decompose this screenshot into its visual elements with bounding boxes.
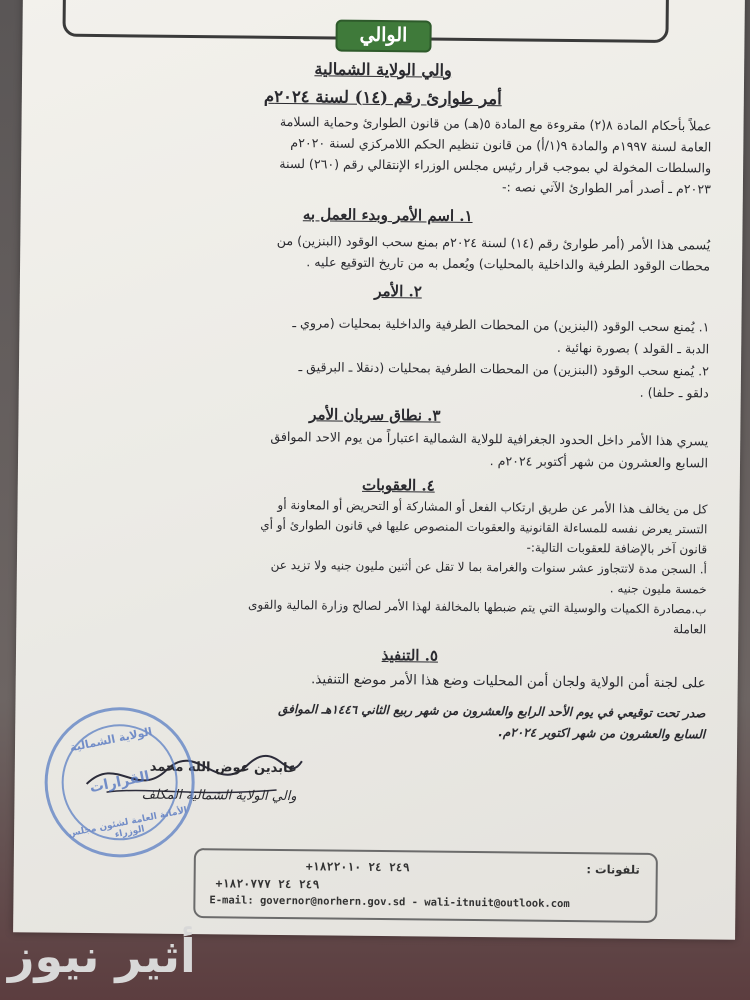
stamp-middle-text: القرارات xyxy=(88,768,151,797)
logo-text: أثير نيوز xyxy=(8,929,196,983)
phones-label: تلفونات : xyxy=(586,862,640,877)
section-3-heading: ٣. نطاق سريان الأمر xyxy=(309,405,441,425)
intro-line: والسلطات المخولة لي بموجب قرار رئيس مجلس الوزراء الإنتقالي رقم (٢٦٠) لسنة xyxy=(279,155,712,176)
footer-contact-box xyxy=(193,848,658,923)
section-2-heading: ٢. الأمر xyxy=(374,281,422,301)
section-1-line: محطات الوقود الطرفية والداخلية بالمحليات) ويُعمل به من تاريخ التوقيع عليه . xyxy=(306,254,711,274)
section-4-line: ب.مصادرة الكميات والوسيلة التي يتم ضبطها بالمخالفة لهذا الأمر لصالح وزارة المالية والقوى xyxy=(247,597,707,617)
section-2-line: ١. يُمنع سحب الوقود (البنزين) من المحطات الطرفية والداخلية بمحليات (مروي ـ xyxy=(292,315,710,335)
news-watermark-logo xyxy=(0,925,220,1000)
section-3-line: يسري هذا الأمر داخل الحدود الجغرافية للولاية الشمالية اعتباراً من يوم الاحد الموافق xyxy=(270,428,709,449)
section-1-heading: ١. اسم الأمر وبدء العمل به xyxy=(302,205,473,225)
section-3-line: السابع والعشرون من شهر أكتوبر ٢٠٢٤م . xyxy=(489,453,709,471)
section-1-line: يُسمى هذا الأمر (أمر طوارئ رقم (١٤) لسنة ٢٠٢٤م بمنع سحب الوقود (البنزين) من xyxy=(276,232,711,253)
official-stamp xyxy=(31,694,208,871)
closing-line: صدر تحت توقيعي في يوم الأحد الرابع والعشرون من شهر ربيع الثاني ١٤٤٦هـ الموافق xyxy=(278,701,706,721)
document-content xyxy=(13,0,745,940)
email-line: E-mail: governor@norhern.gov.sd - wali-itnuit@outlook.com xyxy=(209,894,570,911)
document-page xyxy=(13,0,745,940)
section-2-line: ٢. يُمنع سحب الوقود (البنزين) من المحطات الطرفية بمحليات (دنقلا ـ البرقيق ـ xyxy=(298,359,710,379)
section-5-heading: ٥. التنفيذ xyxy=(381,646,439,665)
section-2-line: الدبة ـ القولد ) بصورة نهائية . xyxy=(556,339,710,357)
phone-2: +٢٤٩ ٢٤ ١٨٢٠٧٧٧ xyxy=(215,876,320,892)
governor-badge: الوالي xyxy=(335,20,431,53)
section-4-line: التستر يعرض نفسه للمساءلة القانونية والعقوبات المنصوص عليها في قانون الطوارئ أو أي xyxy=(260,517,708,537)
stamp-top-text: الولاية الشمالية xyxy=(68,725,154,755)
section-4-heading: ٤. العقوبات xyxy=(361,475,435,495)
signatory-name: عابدين عوض الله محمد xyxy=(149,759,297,777)
section-2-line: دلقو ـ حلفا) . xyxy=(639,384,709,401)
closing-line: السابع والعشرون من شهر اكتوبر ٢٠٢٤م. xyxy=(498,725,706,742)
section-4-line: أ. السجن مدة لاتتجاوز عشر سنوات والغرامة بما لا تقل عن أثنين مليون جنيه ولا تزيد عن xyxy=(270,557,707,577)
signatory-position: والي الولاية الشمالية المكلف xyxy=(141,787,297,805)
order-title: أمر طوارئ رقم (١٤) لسنة ٢٠٢٤م xyxy=(263,86,502,109)
issuer-heading: والي الولاية الشمالية xyxy=(314,59,452,80)
section-4-line: قانون آخر بالإضافة للعقوبات التالية:- xyxy=(526,540,708,557)
phone-1: +٢٤٩ ٢٤ ١٨٢٢٠١٠ xyxy=(305,859,410,875)
intro-line: ٢٠٢٣م ـ أصدر أمر الطوارئ الآتي نصه :- xyxy=(501,179,711,197)
section-5-line: على لجنة أمن الولاية ولجان أمن المحليات وضع هذا الأمر موضع التنفيذ. xyxy=(310,671,706,692)
intro-line: العامة لسنة ١٩٩٧م والمادة ٩(١/أ) من قانون تنظيم الحكم اللامركزي لسنة ٢٠٢٠م xyxy=(290,135,712,155)
section-4-line: خمسة مليون جنيه . xyxy=(609,581,707,597)
stamp-bottom-text: الأمانة العامة لشئون مجلس الوزراء xyxy=(67,805,189,841)
section-4-line: العاملة xyxy=(672,622,707,637)
intro-line: عملاً بأحكام المادة ٨(٢) مقروءة مع المادة ٥(هـ) من قانون الطوارئ وحماية السلامة xyxy=(279,113,712,134)
section-4-line: كل من يخالف هذا الأمر عن طريق ارتكاب الفعل أو المشاركة أو التحريض أو المعاونة أو xyxy=(277,497,708,517)
